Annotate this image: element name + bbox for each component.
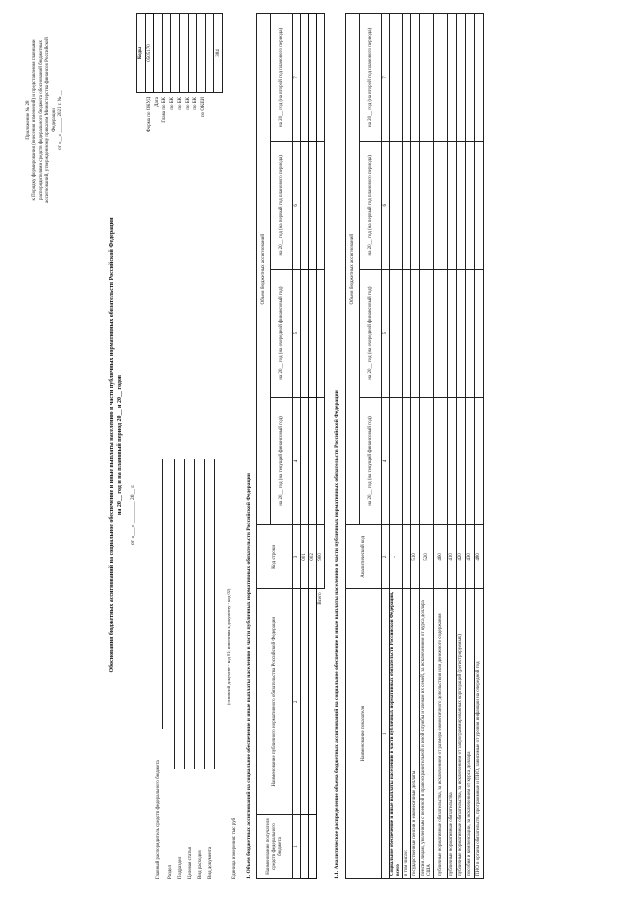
form-code-cell: 0505170	[145, 14, 154, 93]
header-year-next: на 20__ год (на очередной финансовый год)	[360, 269, 382, 397]
document-type-hint: (основной документ - код 01; изменения к документу - код 02)	[226, 588, 231, 705]
column-number: 1	[293, 815, 301, 879]
code-cell	[162, 14, 171, 93]
header-year-plan-2: на 20__ год (на второй год планового периода)	[271, 14, 293, 142]
field-row-target-article	[188, 459, 196, 879]
analytic-code: 510	[411, 525, 420, 589]
section-1-title: 1. Объем бюджетных ассигнований на социальное обеспечение и иные выплаты населению в части публичных нормативных обязательств Российской Федерации	[246, 473, 252, 879]
document-title	[108, 95, 124, 795]
column-number: 7	[293, 14, 301, 142]
header-analytic-code: Аналитический код	[346, 525, 382, 589]
table-cell	[317, 397, 325, 525]
column-number: 2	[382, 525, 390, 589]
analytic-code: 410	[448, 525, 457, 589]
table-cell[interactable]	[475, 14, 484, 142]
analytic-code	[403, 525, 411, 589]
total-code: 900	[317, 525, 325, 589]
table-cell[interactable]	[309, 589, 317, 815]
field-label: Целевая статья	[188, 847, 193, 879]
table-cell[interactable]	[420, 141, 434, 269]
code-label: по ОКЕИ	[200, 97, 206, 118]
table-cell[interactable]	[390, 397, 403, 525]
field-line[interactable]	[214, 459, 215, 769]
analytic-code: 420	[457, 525, 466, 589]
table-cell[interactable]	[475, 397, 484, 525]
analytic-code: 520	[420, 525, 434, 589]
field-line[interactable]	[174, 459, 175, 769]
table-cell[interactable]	[457, 14, 466, 142]
field-row-expense-type	[198, 459, 206, 879]
table-cell[interactable]	[390, 14, 403, 142]
column-number: 6	[382, 141, 390, 269]
header-year-current: на 20__ год (на текущий финансовый год)	[360, 397, 382, 525]
code-label: по БК	[177, 97, 183, 110]
unit-of-measure: Единица измерения: тыс руб	[232, 817, 237, 879]
total-label: Всего	[317, 592, 323, 605]
approval-date: от «__» ______ 2021 г. № __	[58, 90, 64, 150]
code-label: Глава по БК	[162, 97, 168, 123]
field-row-document-type	[208, 459, 216, 879]
field-label: Вид документа	[208, 846, 213, 879]
code-cell	[197, 14, 206, 93]
column-number: 4	[382, 397, 390, 525]
table-cell[interactable]	[420, 397, 434, 525]
analytic-distribution-table	[345, 13, 484, 879]
table-cell[interactable]	[403, 14, 411, 142]
line-code: 001	[301, 525, 309, 589]
table-cell[interactable]	[301, 269, 309, 397]
header-recipient: Наименование получателя средств федерального бюджета	[257, 815, 293, 879]
table-cell[interactable]	[457, 141, 466, 269]
column-number: 3	[293, 525, 301, 589]
table-cell[interactable]	[309, 397, 317, 525]
table-cell	[317, 141, 325, 269]
title-line-2: на 20__ год и на плановый период 20__ и 20__ годов	[117, 374, 123, 516]
column-number: 2	[293, 589, 301, 815]
table-cell[interactable]	[301, 14, 309, 142]
table-cell[interactable]	[301, 397, 309, 525]
header-volume-group: Объем бюджетных ассигнований	[257, 14, 271, 525]
code-label: по БК	[185, 97, 191, 110]
table-cell[interactable]	[403, 269, 411, 397]
row-label: публичные нормативные обязательства, за исключением от запрограммированных корпораций (регистрируемых)	[457, 589, 466, 879]
table-cell[interactable]	[301, 815, 309, 879]
table-cell[interactable]	[457, 397, 466, 525]
code-label: по БК	[193, 97, 199, 110]
code-cell	[171, 14, 180, 93]
column-number: 1	[382, 589, 390, 879]
analytic-code: 460	[434, 525, 448, 589]
row-label: Социальное обеспечение и иные выплаты населению в части публичных нормативных обязательств Российской Федерации, всего	[390, 589, 403, 879]
table-cell[interactable]	[301, 141, 309, 269]
row-label: в том числе:	[403, 589, 411, 879]
row-label: государственные пенсии и ежемесячные доплаты	[411, 589, 420, 879]
table-cell[interactable]	[420, 269, 434, 397]
table-cell[interactable]	[403, 397, 411, 525]
table-cell	[317, 14, 325, 142]
column-number: 7	[382, 14, 390, 142]
row-label: ПНО в органы обязательств, программные и ПНО, зависимые от уровня инфляции на очередной год	[475, 589, 484, 879]
table-cell[interactable]	[309, 269, 317, 397]
header-year-plan-1: на 20__ год (на первый год планового периода)	[271, 141, 293, 269]
title-line-1: Обоснования бюджетных ассигнований на социальное обеспечение и иные выплаты населению в части публичных нормативных обязательств Российской Федерации	[109, 217, 115, 673]
field-line[interactable]	[194, 459, 195, 769]
code-labels	[146, 97, 208, 153]
section-1-1-title: 1.1. Аналитическое распределение объема бюджетных ассигнований на социальное обеспечение и иные выплаты населению в части публичных нормативных обязательств Российской Федерации	[334, 390, 340, 879]
codes-header: Коды	[137, 14, 146, 93]
table-cell[interactable]	[411, 397, 420, 525]
table-cell[interactable]	[411, 141, 420, 269]
table-cell[interactable]	[403, 141, 411, 269]
header-volume-group: Объем бюджетных ассигнований	[346, 14, 360, 525]
codes-table	[136, 13, 223, 93]
field-label: Главный распорядитель средств федерального бюджета	[156, 760, 161, 879]
table-cell[interactable]	[434, 14, 448, 142]
code-label: Форма по ОКУД	[147, 97, 152, 133]
field-label: Подраздел	[178, 856, 183, 879]
field-row-subsection	[178, 459, 186, 879]
code-label: Дата	[154, 97, 160, 107]
table-cell[interactable]	[448, 14, 457, 142]
table-cell[interactable]	[301, 589, 309, 815]
table-cell[interactable]	[466, 269, 475, 397]
column-number: 6	[293, 141, 301, 269]
field-line[interactable]	[184, 459, 185, 769]
table-cell[interactable]	[420, 14, 434, 142]
table-cell[interactable]	[448, 397, 457, 525]
table-cell[interactable]	[390, 141, 403, 269]
document-date: от «___» ________ 20__ г.	[130, 484, 136, 545]
approval-block	[26, 25, 64, 215]
header-year-current: на 20__ год (на текущий финансовый год)	[271, 397, 293, 525]
analytic-code: 480	[475, 525, 484, 589]
table-cell[interactable]	[411, 269, 420, 397]
table-cell[interactable]	[434, 397, 448, 525]
header-line-code: Код строки	[257, 525, 293, 589]
code-cell	[205, 14, 214, 93]
appendix-number: Приложение № 28	[26, 100, 31, 140]
header-year-plan-2: на 20__ год (на второй год планового периода)	[360, 14, 382, 142]
field-row-distributor	[156, 459, 164, 879]
table-cell[interactable]	[434, 141, 448, 269]
table-cell[interactable]	[309, 141, 317, 269]
table-cell[interactable]	[309, 14, 317, 142]
okei-cell: 384	[214, 14, 223, 93]
row-label: пенсии лицам, уволенным с военной и правоохранительной и иной службы и членам их семей, за исключением от курса доллара США	[420, 589, 434, 879]
code-cell	[154, 14, 163, 93]
table-cell[interactable]	[457, 269, 466, 397]
code-label: по БК	[170, 97, 176, 110]
analytic-code: -	[390, 525, 403, 589]
line-code: 002	[309, 525, 317, 589]
code-cell	[179, 14, 188, 93]
allocations-table	[256, 13, 325, 879]
header-year-next: на 20__ год (на очередной финансовый год)	[271, 269, 293, 397]
table-cell[interactable]	[411, 14, 420, 142]
field-line[interactable]	[162, 459, 163, 729]
table-cell[interactable]	[466, 14, 475, 142]
table-cell[interactable]	[448, 141, 457, 269]
analytic-code: 430	[466, 525, 475, 589]
table-cell[interactable]	[448, 269, 457, 397]
table-cell[interactable]	[309, 815, 317, 879]
column-number: 5	[382, 269, 390, 397]
header-indicator: Наименование показателя	[346, 589, 382, 879]
table-cell	[317, 269, 325, 397]
approval-text: к Порядку формирования (внесения изменений) и представления главными распорядителями средств федерального бюджета обоснований бюджетных ассигнований, утвержденному приказом Министерства финансов Российской Федерации	[32, 37, 57, 203]
table-cell[interactable]	[475, 269, 484, 397]
field-label: Раздел	[168, 864, 173, 879]
field-line[interactable]	[204, 459, 205, 769]
table-cell[interactable]	[466, 397, 475, 525]
field-label: Вид расходов	[198, 850, 203, 879]
row-label: публичные нормативные обязательства	[448, 589, 457, 879]
row-label: пособия и компенсации, за исключением от курса доллара	[466, 589, 475, 879]
table-cell[interactable]	[466, 141, 475, 269]
table-cell[interactable]	[475, 141, 484, 269]
table-cell[interactable]	[434, 269, 448, 397]
column-number: 4	[293, 397, 301, 525]
table-cell[interactable]	[390, 269, 403, 397]
header-obligation: Наименование публичного нормативного обязательства Российской Федерации	[257, 589, 293, 815]
code-cell	[188, 14, 197, 93]
header-year-plan-1: на 20__ год (на первый год планового периода)	[360, 141, 382, 269]
column-number: 5	[293, 269, 301, 397]
field-row-section	[168, 459, 176, 879]
row-label: публичные нормативные обязательства, за исключением от размера ежемесячного довольствия или денежного содержания	[434, 589, 448, 879]
